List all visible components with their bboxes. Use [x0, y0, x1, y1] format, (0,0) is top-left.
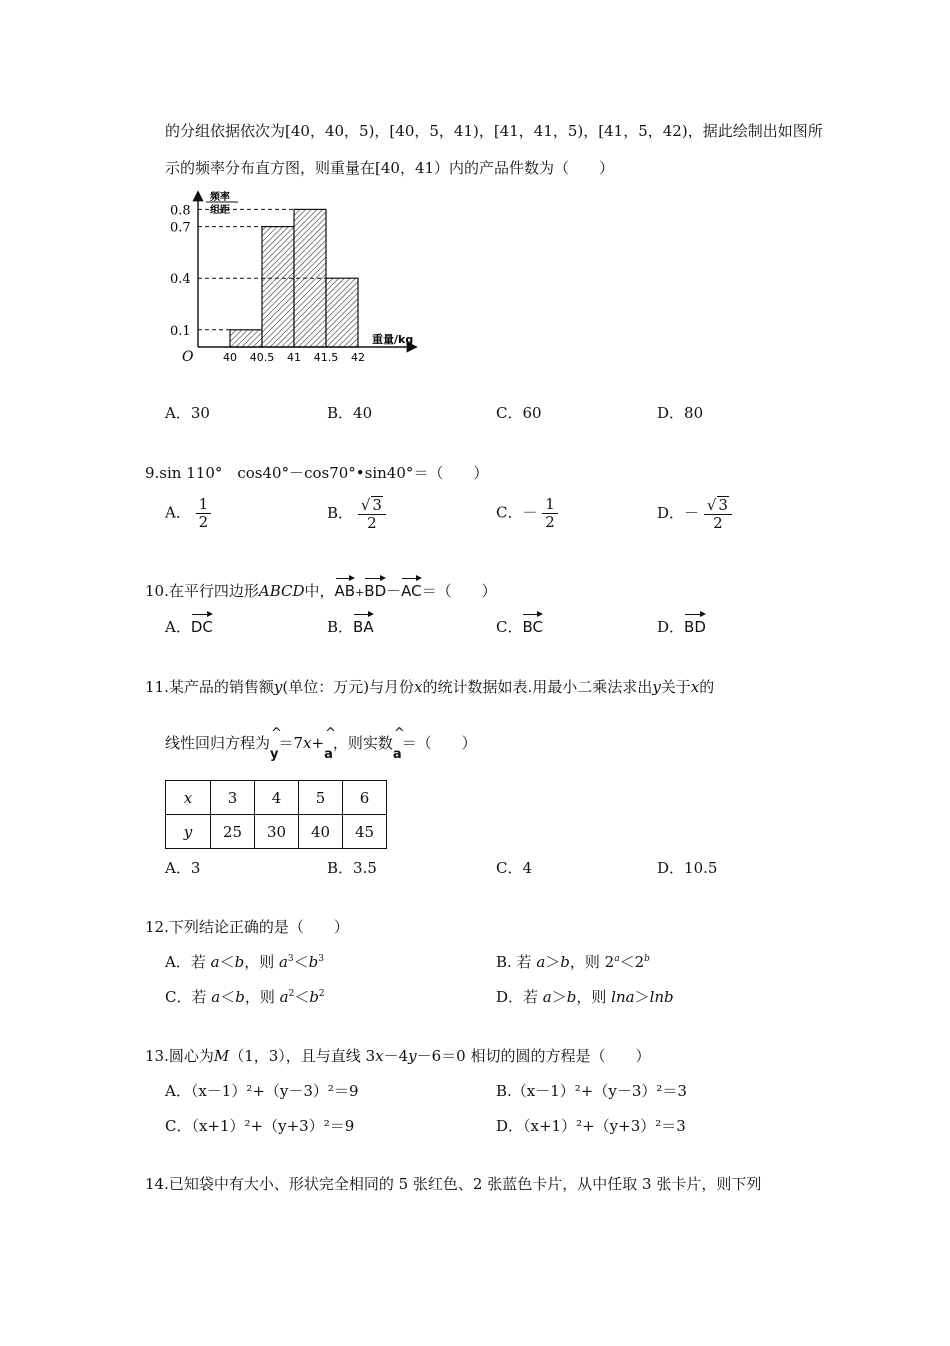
origin-label: O	[182, 349, 194, 365]
q12-option-b: B. 若 a＞b，则 $2^a<2^b$	[496, 953, 650, 971]
table-row-y: y 25 30 40 45	[166, 815, 387, 849]
q12-option-d: D．若 a＞b，则 lna＞lnb	[496, 988, 674, 1006]
q8-option-d: D．80	[657, 404, 704, 422]
q12-stem: 12.下列结论正确的是（ ）	[145, 918, 349, 936]
x-tick-label: 40	[223, 351, 237, 364]
q11-data-table	[165, 780, 387, 849]
y-label-top: 频率	[210, 192, 230, 203]
q10-option-c: C．BC	[496, 612, 543, 637]
q12-option-c: C．若 a＜b，则 $a^2<b^2$	[165, 988, 325, 1006]
y-label-bottom: 组距	[210, 205, 230, 216]
y-tick-label: 0.1	[170, 323, 191, 339]
q10-option-d: D．BD	[657, 612, 706, 637]
frequency-histogram	[160, 185, 430, 370]
histogram-bar	[326, 278, 358, 347]
y-tick-label: 0.7	[170, 220, 191, 236]
q8-option-b: B．40	[327, 404, 373, 422]
q11-option-a: A．3	[165, 859, 201, 877]
q13-option-a: A．（x－1）²+（y－3）²＝9	[165, 1082, 359, 1100]
q11-option-d: D．10.5	[657, 859, 718, 877]
q9-option-b: B． $\frac{√ 3}{2}$	[327, 496, 386, 532]
q13-option-c: C．（x+1）²+（y+3）²＝9	[165, 1117, 355, 1135]
q10-stem: 10.在平行四边形ABCD中，AB+BD－AC＝（ ）	[145, 576, 497, 601]
q8-line1: 的分组依据依次为[40，40，5)，[40，5，41)，[41，41，5)，[41，5，42)，据此绘制出如图所	[165, 122, 823, 140]
q13-option-b: B.（x－1）²+（y－3）²＝3	[496, 1082, 687, 1100]
q14-stem: 14.已知袋中有大小、形状完全相同的 5 张红色、2 张蓝色卡片，从中任取 3 张卡片，则下列	[145, 1175, 762, 1193]
q9-stem: 9.sin 110° cos40°－cos70°•sin40°＝（ ）	[145, 464, 489, 482]
x-tick-label: 42	[351, 351, 365, 364]
q10-option-a: A．DC	[165, 612, 213, 637]
q9-option-d: D．－ $\frac{√ 3}{2}$	[657, 496, 732, 532]
q11-line1: 11.某产品的销售额y(单位：万元)与月份x的统计数据如表.用最小二乘法求出y关于x的	[145, 678, 715, 696]
q9-option-c: C．－ $\frac{1}{2}$	[496, 496, 558, 531]
histogram-bar	[262, 227, 294, 347]
y-tick-label: 0.8	[170, 203, 191, 219]
q8-option-c: C．60	[496, 404, 542, 422]
q8-line2: 示的频率分布直方图，则重量在[40，41）内的产品件数为（ ）	[165, 159, 615, 177]
x-tick-label: 41.5	[313, 351, 339, 364]
q11-option-b: B．3.5	[327, 859, 377, 877]
x-tick-label: 41	[287, 351, 301, 364]
histogram-bar	[230, 330, 262, 347]
q13-option-d: D．（x+1）²+（y+3）²＝3	[496, 1117, 686, 1135]
y-tick-label: 0.4	[170, 272, 191, 288]
x-label: 重量/kg	[372, 333, 414, 346]
q10-option-b: B．BA	[327, 612, 374, 637]
q13-stem: 13.圆心为M（1，3），且与直线 3x－4y－6＝0 相切的圆的方程是（ ）	[145, 1047, 651, 1065]
q11-option-c: C．4	[496, 859, 533, 877]
q11-line2: 线性回归方程为^ y＝7x+^ a，则实数^ a＝（ ）	[165, 732, 477, 753]
table-row-x: x 3 4 5 6	[166, 781, 387, 815]
q12-option-a: A．若 a＜b，则 $a^3<b^3$	[165, 953, 325, 971]
x-tick-label: 40.5	[249, 351, 275, 364]
q9-option-a: A． $\frac{1}{2}$	[165, 496, 211, 531]
q8-option-a: A．30	[165, 404, 210, 422]
